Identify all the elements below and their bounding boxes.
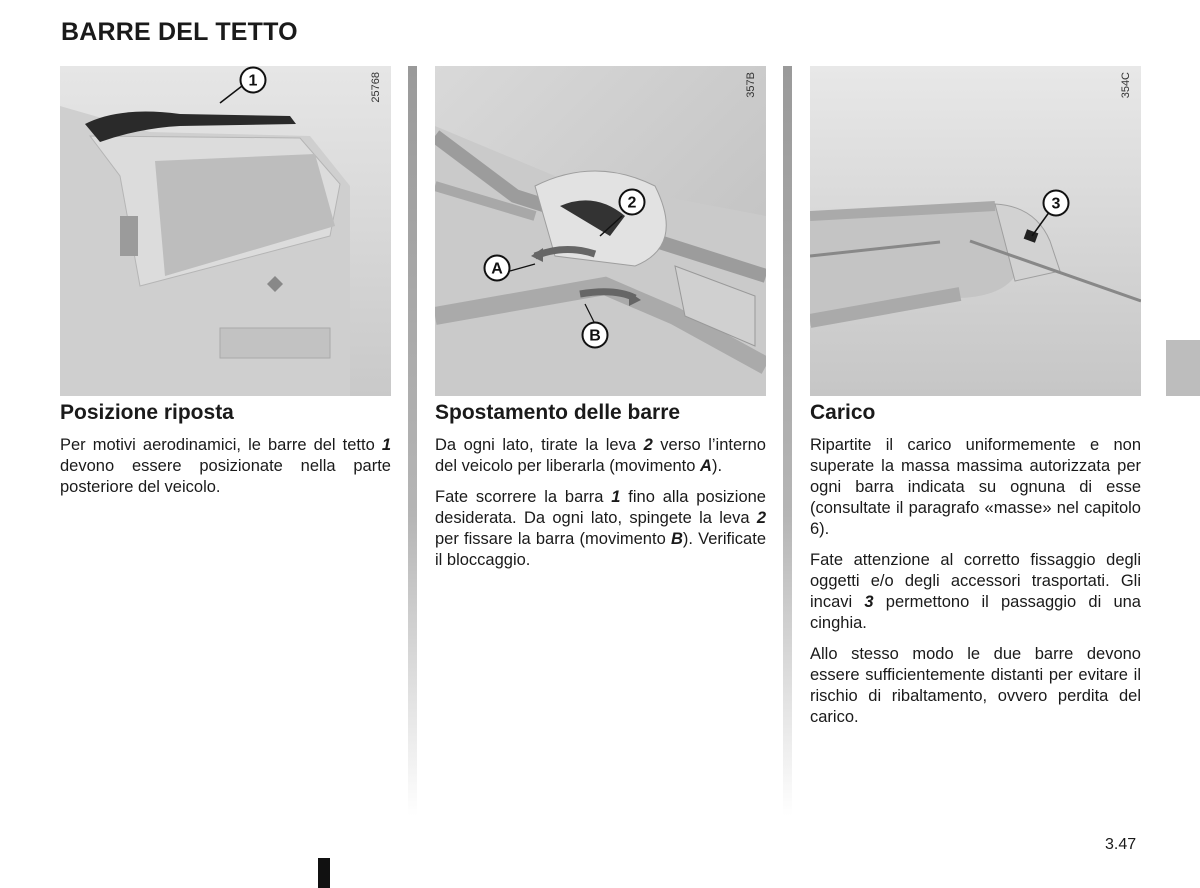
roof-bar-notch-illustration [810, 66, 1141, 396]
body-paragraph [435, 487, 766, 571]
text-run: Da ogni lato, tirate la leva [435, 436, 644, 454]
section-rest-position [60, 66, 391, 498]
callout-1 [238, 66, 268, 95]
reference-number: A [700, 457, 712, 475]
section-heading: Posizione riposta [60, 401, 234, 424]
column-divider-1 [408, 66, 417, 816]
svg-text:2: 2 [627, 194, 637, 212]
section-heading: Carico [810, 401, 876, 424]
text-run: verso l’interno del veicolo per liberarla (movimento [435, 436, 766, 475]
section-heading: Spostamento delle barre [435, 401, 681, 424]
callout-A [482, 253, 512, 283]
text-run: Fate scorrere la barra [435, 488, 612, 506]
text-run: per fissare la barra (movimento [435, 530, 671, 548]
body-paragraph [60, 435, 391, 498]
reference-number: 2 [643, 436, 653, 454]
figure-reference: 25768 [370, 72, 382, 103]
svg-text:A: A [491, 260, 503, 278]
text-run: devono essere posizionate nella parte posteriore del veicolo. [60, 457, 391, 496]
reference-number: 1 [611, 488, 621, 506]
svg-text:B: B [589, 327, 601, 345]
text-run: Allo stesso modo le due barre devono essere sufficientemente distanti per evitare il rischio di ribaltamento, ovvero perdita del carico. [810, 645, 1141, 726]
text-run: fino alla posizione desiderata. Da ogni lato, spingete la leva [435, 488, 766, 527]
text-run: ). [711, 457, 723, 475]
callout-B [580, 320, 610, 350]
text-run: Per motivi aerodinamici, le barre del tetto [60, 436, 382, 454]
body-paragraph [810, 644, 1141, 728]
reference-number: 3 [864, 593, 874, 611]
body-paragraph [810, 435, 1141, 540]
reference-number: 2 [756, 509, 766, 527]
column-divider-2 [783, 66, 792, 816]
reference-number: 1 [381, 436, 391, 454]
figure-load [810, 66, 1141, 396]
chapter-tab-marker [1166, 340, 1200, 396]
figure-reference: 357B [745, 72, 757, 98]
section-body [810, 435, 1141, 728]
car-rear-illustration [60, 66, 391, 396]
svg-text:3: 3 [1051, 195, 1061, 213]
figure-rest-position [60, 66, 391, 396]
callout-3 [1041, 188, 1071, 218]
reference-number: B [670, 530, 683, 548]
text-run: permettono il passaggio di una cinghia. [810, 593, 1141, 632]
section-body [60, 435, 391, 498]
page-number: 3.47 [1105, 836, 1137, 853]
figure-reference: 354C [1120, 72, 1132, 99]
page-title: BARRE DEL TETTO [61, 18, 298, 46]
body-paragraph [435, 435, 766, 477]
text-run: Fate attenzione al corretto fissaggio degli oggetti e/o degli accessori trasportati. Gli incavi [810, 551, 1141, 611]
text-run: Ripartite il carico uniformemente e non superate la massa massima autorizzata per ogni barra indicata su ognuna di esse (consultate il paragrafo «masse» nel capitolo 6). [810, 436, 1141, 538]
body-paragraph [810, 550, 1141, 634]
section-load [810, 66, 1141, 728]
figure-moving-bars [435, 66, 766, 396]
crop-mark [318, 858, 330, 888]
callout-2 [617, 187, 647, 217]
svg-text:1: 1 [248, 72, 258, 90]
section-moving-bars [435, 66, 766, 571]
section-body [435, 435, 766, 571]
text-run: ). Verificate il bloccaggio. [435, 530, 766, 569]
